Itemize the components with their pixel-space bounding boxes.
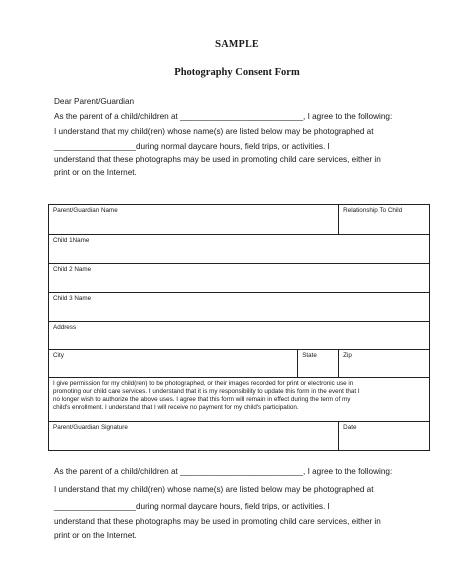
address-label: Address (53, 324, 77, 331)
city-field[interactable] (49, 350, 298, 378)
form-title: Photography Consent Form (174, 67, 300, 78)
greeting: Dear Parent/Guardian (54, 97, 135, 106)
letter-line-3: __________________during normal daycare hours, field trips, or activities. I (54, 142, 330, 151)
letter2-line-2: I understand that my child(ren) whose name(s) are listed below may be photographed at (54, 485, 374, 494)
table-row (49, 422, 430, 451)
child1-label: Child 1Name (53, 237, 90, 244)
date-label: Date (343, 424, 357, 431)
table-row (49, 350, 430, 378)
permission-line-3: no longer wish to authorize the above uses. I agree that this form will remain in effect during the term of my (53, 396, 351, 403)
table-row (49, 264, 430, 293)
parent-name-label: Parent/Guardian Name (53, 207, 118, 214)
letter-line-1: As the parent of a child/children at ___________________________, I agree to the following: (54, 112, 393, 121)
signature-field[interactable] (49, 422, 339, 451)
table-row (49, 205, 430, 235)
letter2-line-1: As the parent of a child/children at ___________________________, I agree to the following: (54, 467, 393, 476)
city-label: City (53, 352, 64, 359)
child3-label: Child 3 Name (53, 295, 92, 302)
letter-line-2: I understand that my child(ren) whose name(s) are listed below may be photographed at (54, 127, 374, 136)
zip-field[interactable] (339, 350, 430, 378)
child2-label: Child 2 Name (53, 266, 92, 273)
address-field[interactable] (49, 322, 430, 350)
relationship-label: Relationship To Child (343, 207, 403, 214)
child3-field[interactable] (49, 293, 430, 322)
signature-label: Parent/Guardian Signature (53, 424, 128, 431)
table-row (49, 322, 430, 350)
state-field[interactable] (298, 350, 339, 378)
permission-line-4: child's enrollment. I understand that I will receive no payment for my child's participation. (53, 404, 299, 411)
permission-line-1: I give permission for my child(ren) to be photographed, or their images recorded for print or electronic use in (53, 380, 354, 387)
child2-field[interactable] (49, 264, 430, 293)
sample-rest: AMPLE (221, 39, 260, 50)
sample-initial: S (214, 38, 222, 50)
child1-field[interactable] (49, 235, 430, 264)
consent-form-table (48, 204, 430, 451)
table-row (49, 235, 430, 264)
permission-statement (49, 378, 430, 422)
table-row (49, 378, 430, 422)
letter2-line-4: understand that these photographs may be used in promoting child care services, either in (54, 517, 381, 526)
letter2-line-3: __________________during normal daycare hours, field trips, or activities. I (54, 502, 330, 511)
date-field[interactable] (339, 422, 430, 451)
letter-line-4: understand that these photographs may be used in promoting child care services, either in (54, 155, 381, 164)
sample-heading (0, 38, 474, 50)
table-row (49, 293, 430, 322)
state-label: State (302, 352, 317, 359)
permission-line-2: promoting our child care services. I understand that it is my responsibility to update this form in the event that I (53, 388, 360, 395)
parent-name-field[interactable] (49, 205, 339, 235)
zip-label: Zip (343, 352, 352, 359)
letter-line-5: print or on the Internet. (54, 168, 137, 177)
letter2-line-5: print or on the Internet. (54, 531, 137, 540)
relationship-field[interactable] (339, 205, 430, 235)
